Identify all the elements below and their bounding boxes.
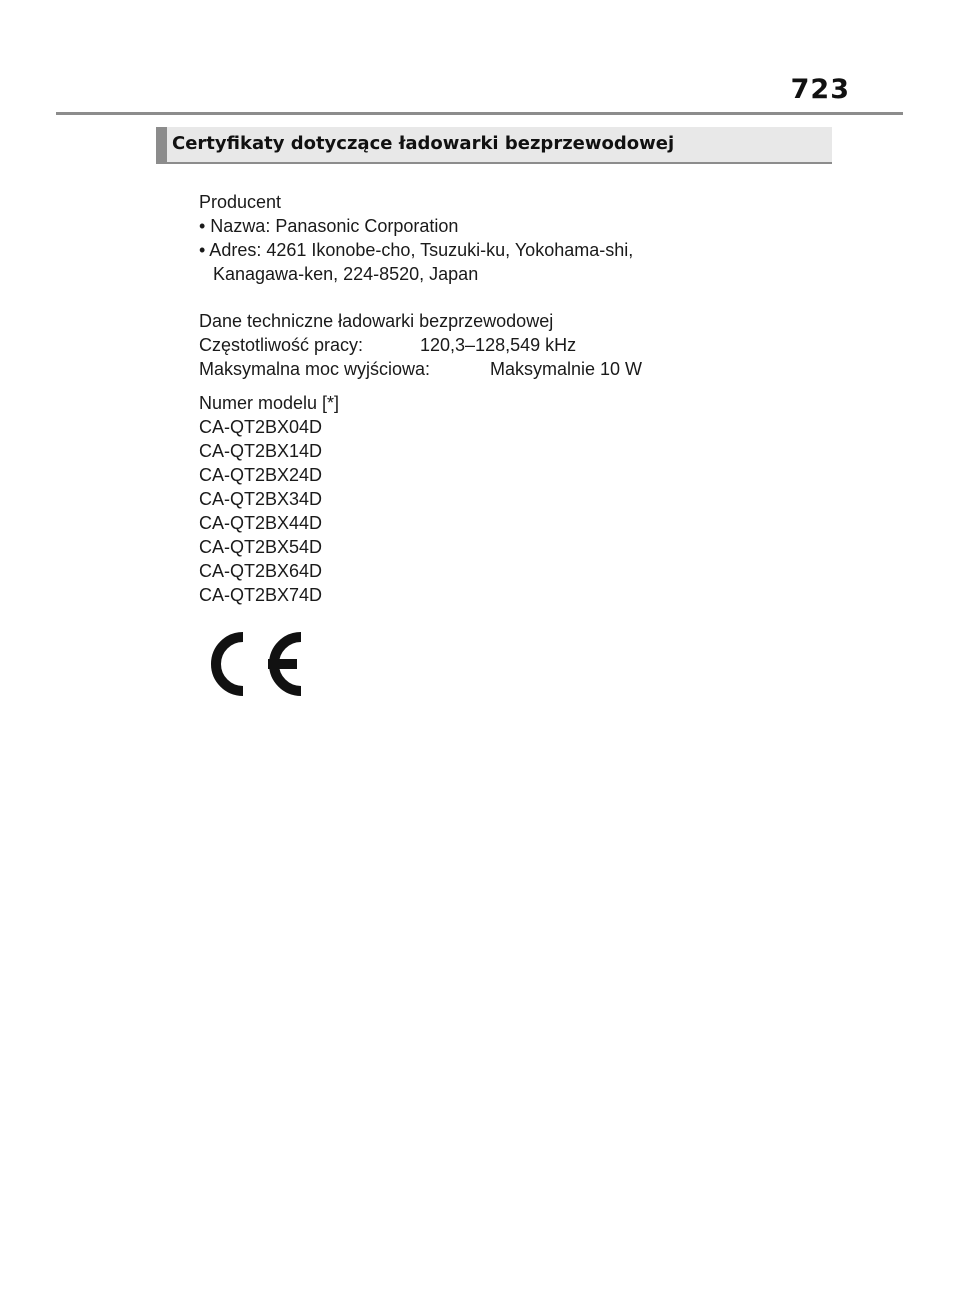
header-rule xyxy=(56,112,903,115)
specs-heading: Dane techniczne ładowarki bezprzewodowej xyxy=(199,311,554,331)
model-item: CA-QT2BX64D xyxy=(199,561,323,581)
page-number: 723 xyxy=(790,74,850,105)
model-item: CA-QT2BX24D xyxy=(199,465,323,485)
model-item: CA-QT2BX04D xyxy=(199,417,323,437)
model-item: CA-QT2BX14D xyxy=(199,441,323,461)
model-item: CA-QT2BX54D xyxy=(199,537,323,557)
manufacturer-block xyxy=(199,190,642,286)
section-accent xyxy=(156,127,167,162)
models-heading: Numer modelu [*] xyxy=(199,393,340,413)
spec-row-power xyxy=(199,357,642,381)
frequency-label: Częstotliwość pracy: xyxy=(199,335,364,355)
frequency-value: 120,3–128,549 kHz xyxy=(420,335,577,355)
manufacturer-name: • Nazwa: Panasonic Corporation xyxy=(199,216,459,236)
power-label: Maksymalna moc wyjściowa: xyxy=(199,359,431,379)
models-block xyxy=(199,391,642,607)
model-item: CA-QT2BX34D xyxy=(199,489,323,509)
manufacturer-address-line-2: Kanagawa-ken, 224-8520, Japan xyxy=(213,264,479,284)
model-item: CA-QT2BX74D xyxy=(199,585,323,605)
manufacturer-address-line-1: • Adres: 4261 Ikonobe-cho, Tsuzuki-ku, Yokohama-shi, xyxy=(199,240,634,260)
section-header xyxy=(156,127,832,164)
document-body xyxy=(199,190,642,607)
power-value: Maksymalnie 10 W xyxy=(490,359,643,379)
specs-block xyxy=(199,309,642,381)
manufacturer-heading: Producent xyxy=(199,192,282,212)
ce-mark-icon xyxy=(199,628,305,705)
model-item: CA-QT2BX44D xyxy=(199,513,323,533)
section-title: Certyfikaty dotyczące ładowarki bezprzewodowej xyxy=(172,133,675,154)
spec-row-frequency xyxy=(199,333,642,357)
